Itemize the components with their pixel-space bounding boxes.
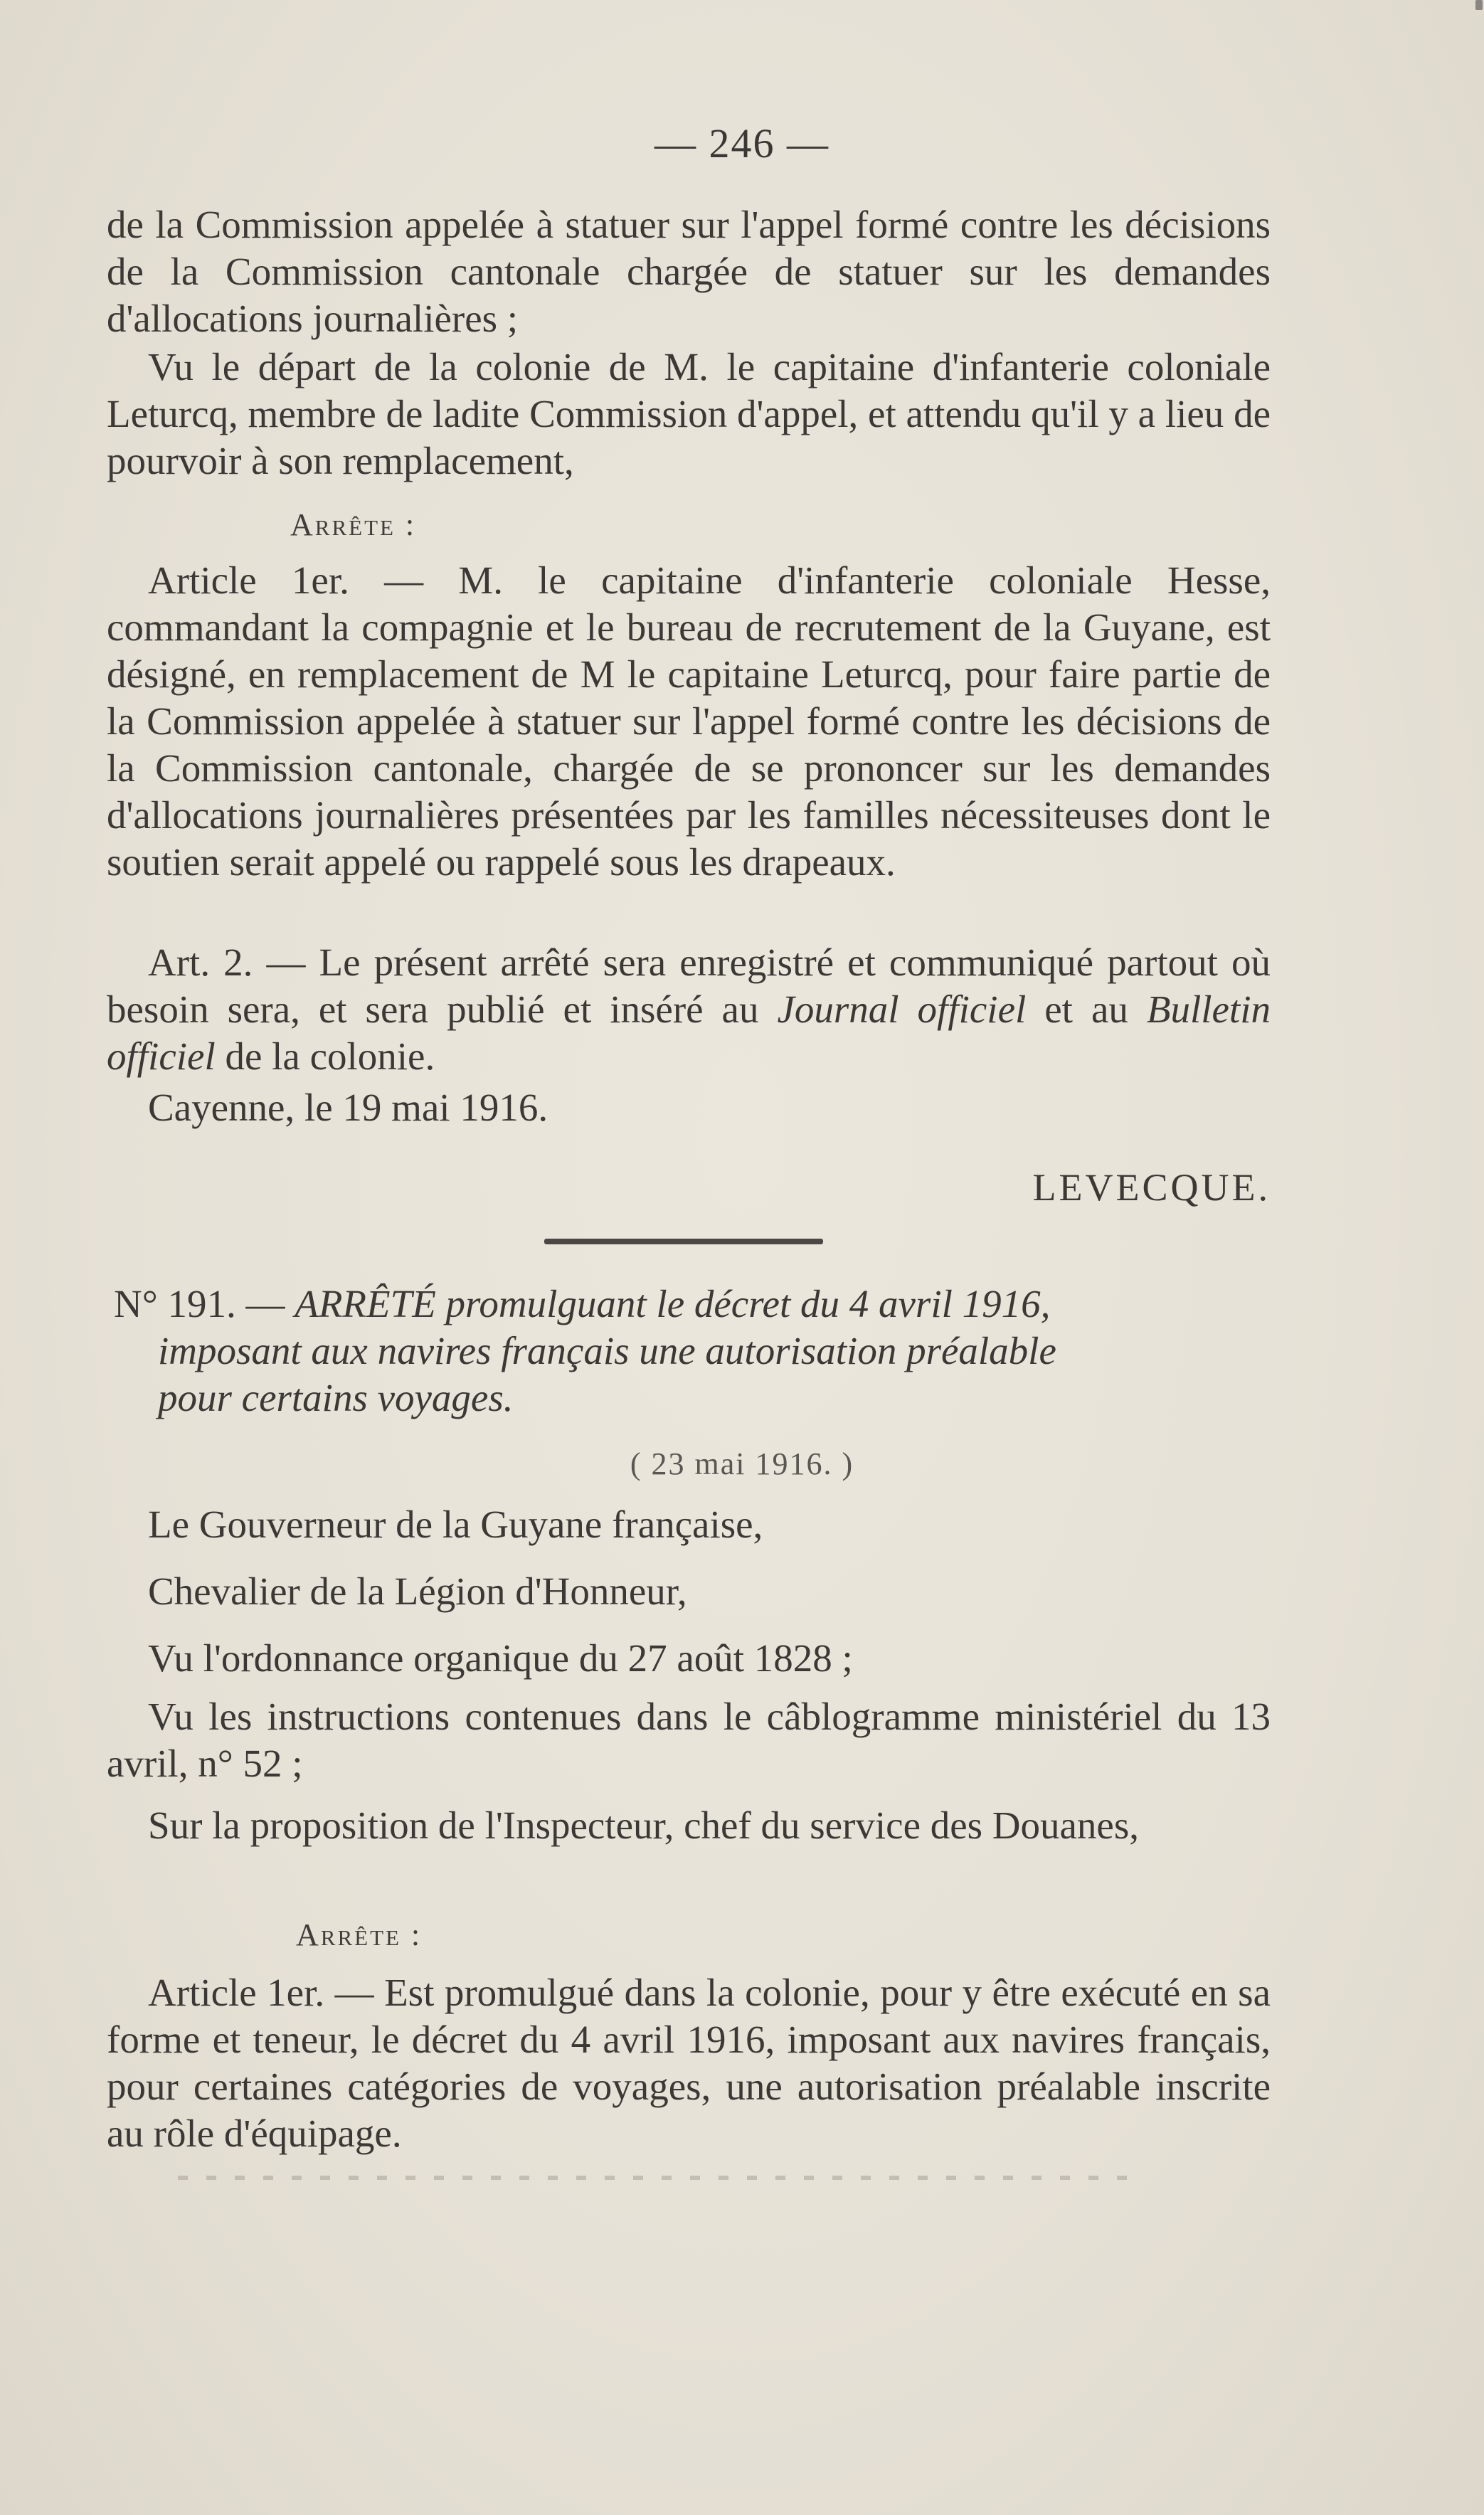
paragraph-commission: de la Commission appelée à statuer sur l'appel formé contre les décisions de la Commission cantonale chargée de statuer sur les demandes d'allocations journalières ;	[107, 203, 1271, 340]
page-edge-mark	[1475, 0, 1483, 10]
page-number: — 246 —	[654, 120, 830, 166]
decree-title	[114, 1281, 1271, 1421]
bulletin-officiel-ref: Bulletin officiel	[107, 988, 1271, 1078]
arrete-heading-1: Arrête :	[290, 507, 417, 542]
article-1-hesse: Article 1er. — M. le capitaine d'infanterie coloniale Hesse, commandant la compagnie et le bureau de recrutement de la Guyane, est désigné, en remplacement de M le capitaine Leturcq, pour faire partie de la Commission appelée à statuer sur l'appel formé contre les décisions de la Commission cantonale, chargée de se prononcer sur les demandes d'allocations journalières présentées par les familles nécessiteuses dont le soutien serait appelé ou rappelé sous les drapeaux.	[107, 558, 1271, 884]
arrete-heading-2: Arrête :	[296, 1917, 423, 1952]
governor-line: Le Gouverneur de la Guyane française,	[148, 1503, 763, 1546]
place-date-line: Cayenne, le 19 mai 1916.	[148, 1086, 548, 1129]
decree-title-line-1: ARRÊTÉ promulguant le décret du 4 avril 1916,	[295, 1282, 1051, 1325]
article-1-promulgation: Article 1er. — Est promulgué dans la colonie, pour y être exécuté en sa forme et teneur, le décret du 4 avril 1916, imposant aux navires français, pour certaines catégories de voyages, une autorisation préalable inscrite au rôle d'équipage.	[107, 1971, 1271, 2155]
decree-title-line-2: imposant aux navires français une autorisation préalable	[158, 1329, 1056, 1372]
vu-instructions: Vu les instructions contenues dans le câblogramme ministériel du 13 avril, n° 52 ;	[107, 1695, 1271, 1785]
decree-number: N° 191. —	[114, 1282, 295, 1325]
sur-proposition: Sur la proposition de l'Inspecteur, chef du service des Douanes,	[148, 1804, 1139, 1847]
article-2-publication: Art. 2. — Le présent arrêté sera enregistré et communiqué partout où besoin sera, et sera publié et inséré au Journal officiel et au Bulletin officiel de la colonie.	[107, 941, 1271, 1078]
decree-date: ( 23 mai 1916. )	[630, 1446, 854, 1481]
signature-levecque: LEVECQUE.	[1032, 1166, 1271, 1209]
decree-title-line-3: pour certains voyages.	[158, 1376, 514, 1419]
journal-officiel-ref: Journal officiel	[777, 988, 1027, 1031]
vu-ordonnance: Vu l'ordonnance organique du 27 août 1828 ;	[148, 1636, 853, 1680]
section-divider	[544, 1239, 823, 1244]
print-smear	[178, 2176, 1138, 2180]
chevalier-line: Chevalier de la Légion d'Honneur,	[148, 1569, 687, 1613]
paragraph-vu-depart: Vu le départ de la colonie de M. le capitaine d'infanterie coloniale Leturcq, membre de ladite Commission d'appel, et attendu qu'il y a lieu de pourvoir à son remplacement,	[107, 345, 1271, 482]
